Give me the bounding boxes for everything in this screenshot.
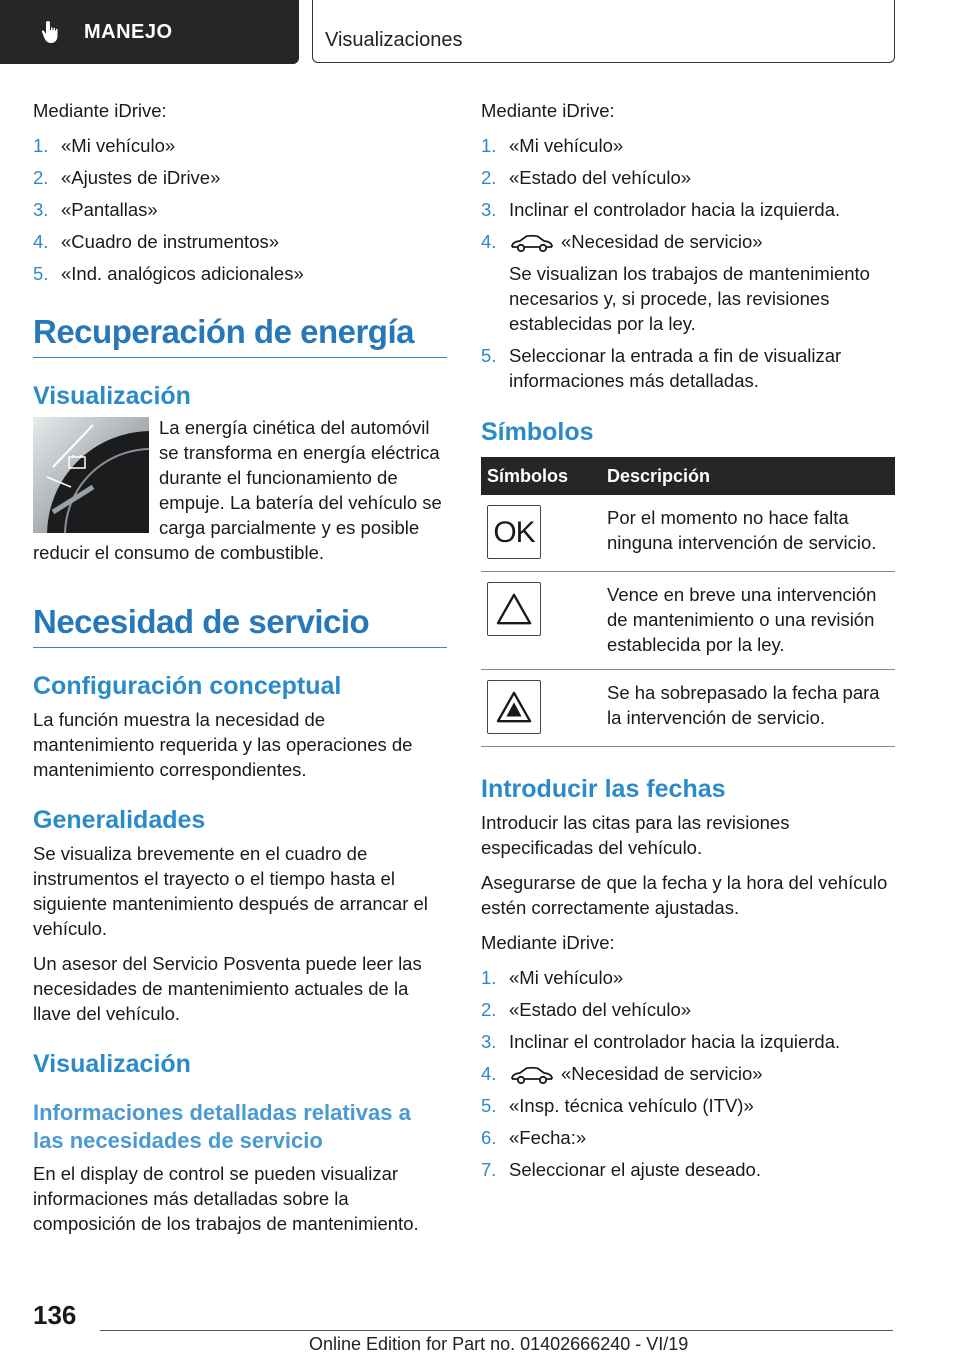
list-item: 5. «Insp. técnica vehículo (ITV)» xyxy=(481,1095,754,1116)
heading-general: Generalidades xyxy=(33,806,206,834)
list-item: 4. «Necesidad de servicio» xyxy=(481,1063,763,1084)
list-item: 6. «Fecha:» xyxy=(481,1127,587,1148)
page-header xyxy=(0,0,960,66)
list-item: 1. «Mi vehículo» xyxy=(33,135,176,156)
steps-list xyxy=(33,133,447,286)
heading-details: Informaciones detalladas relativas a las necesidades de servicio xyxy=(33,1100,411,1153)
chapter-title-box xyxy=(312,0,895,63)
row-description: Por el momento no hace falta ninguna intervención de servicio. xyxy=(601,495,895,572)
overdue-triangle-icon xyxy=(487,680,541,734)
dates-text-2: Asegurarse de que la fecha y la hora del vehículo estén correctamente ajustadas. xyxy=(481,872,888,918)
right-column xyxy=(481,98,895,1189)
car-service-icon xyxy=(509,1065,555,1085)
list-item: 4. «Cuadro de instrumentos» xyxy=(33,231,280,252)
heading-display: Visualización xyxy=(33,382,191,410)
row-description: Se ha sobrepasado la fecha para la intervención de servicio. xyxy=(601,670,895,747)
table-row xyxy=(481,670,895,747)
idrive-intro-right: Mediante iDrive: xyxy=(481,100,615,121)
section-tab xyxy=(0,0,299,64)
heading-display-2: Visualización xyxy=(33,1050,191,1078)
list-item: 5. Seleccionar la entrada a fin de visualizar informaciones más detalladas. xyxy=(481,345,842,391)
heading-dates: Introducir las fechas xyxy=(481,775,726,803)
heading-energy-recovery: Recuperación de energía xyxy=(33,313,447,358)
list-item: 3. Inclinar el controlador hacia la izquierda. xyxy=(481,1031,841,1052)
list-item: 7. Seleccionar el ajuste deseado. xyxy=(481,1159,761,1180)
dates-text-1: Introducir las citas para las revisiones especificadas del vehículo. xyxy=(481,812,790,858)
list-item: 2. «Estado del vehículo» xyxy=(481,167,692,188)
left-column xyxy=(33,98,447,1246)
footer-divider xyxy=(100,1330,893,1331)
step-note: Se visualizan los trabajos de mantenimiento necesarios y, si procede, las revisiones establecidas por la ley. xyxy=(509,263,870,334)
section-label: MANEJO xyxy=(84,20,173,43)
heading-symbols: Símbolos xyxy=(481,418,594,446)
table-header xyxy=(481,457,895,495)
heading-concept: Configuración conceptual xyxy=(33,672,342,700)
hand-icon xyxy=(40,19,64,45)
general-text-1: Se visualiza brevemente en el cuadro de instrumentos el trayecto o el tiempo hasta el siguiente mantenimiento después de arrancar el vehículo. xyxy=(33,843,428,939)
list-item: 4. «Necesidad de servicio» Se visualizan los trabajos de mantenimiento necesarios y, si procede, las revisiones establecidas por la ley. xyxy=(481,229,895,336)
list-item: 2. «Ajustes de iDrive» xyxy=(33,167,221,188)
concept-text: La función muestra la necesidad de mantenimiento requerida y las operaciones de mantenimiento correspondientes. xyxy=(33,709,413,780)
steps-list-right xyxy=(481,133,895,393)
page-number: 136 xyxy=(33,1300,77,1330)
col-symbols: Símbolos xyxy=(481,457,601,495)
list-item: 1. «Mi vehículo» xyxy=(481,135,624,156)
symbols-table xyxy=(481,457,895,747)
edition-text: Online Edition for Part no. 01402666240 - VI/19 xyxy=(309,1334,689,1354)
heading-service-need: Necesidad de servicio xyxy=(33,603,447,648)
gauge-image xyxy=(33,417,149,533)
details-text: En el display de control se pueden visualizar informaciones más detalladas sobre la composición de los trabajos de mantenimiento. xyxy=(33,1163,419,1234)
idrive-intro: Mediante iDrive: xyxy=(33,100,167,121)
energy-block xyxy=(33,417,447,575)
list-item: 1. «Mi vehículo» xyxy=(481,967,624,988)
warning-triangle-icon xyxy=(487,582,541,636)
row-description: Vence en breve una intervención de mantenimiento o una revisión establecida por la ley. xyxy=(601,572,895,670)
dates-steps-list xyxy=(481,965,895,1182)
list-item: 3. «Pantallas» xyxy=(33,199,158,220)
table-row xyxy=(481,572,895,670)
ok-icon: OK xyxy=(487,505,541,559)
general-text-2: Un asesor del Servicio Posventa puede leer las necesidades de mantenimiento actuales de la llave del vehículo. xyxy=(33,953,422,1024)
dates-intro: Mediante iDrive: xyxy=(481,932,615,953)
energy-text: La energía cinética del automóvil se transforma en energía eléctrica durante el funcionamiento de empuje. La batería del vehículo se carga parcialmente y es posible reducir el consumo de combustible. xyxy=(33,417,442,563)
chapter-title: Visualizaciones xyxy=(325,29,463,51)
table-row xyxy=(481,495,895,572)
list-item: 3. Inclinar el controlador hacia la izquierda. xyxy=(481,199,841,220)
list-item: 2. «Estado del vehículo» xyxy=(481,999,692,1020)
col-description: Descripción xyxy=(601,457,895,495)
list-item: 5. «Ind. analógicos adicionales» xyxy=(33,263,304,284)
car-service-icon xyxy=(509,233,555,253)
